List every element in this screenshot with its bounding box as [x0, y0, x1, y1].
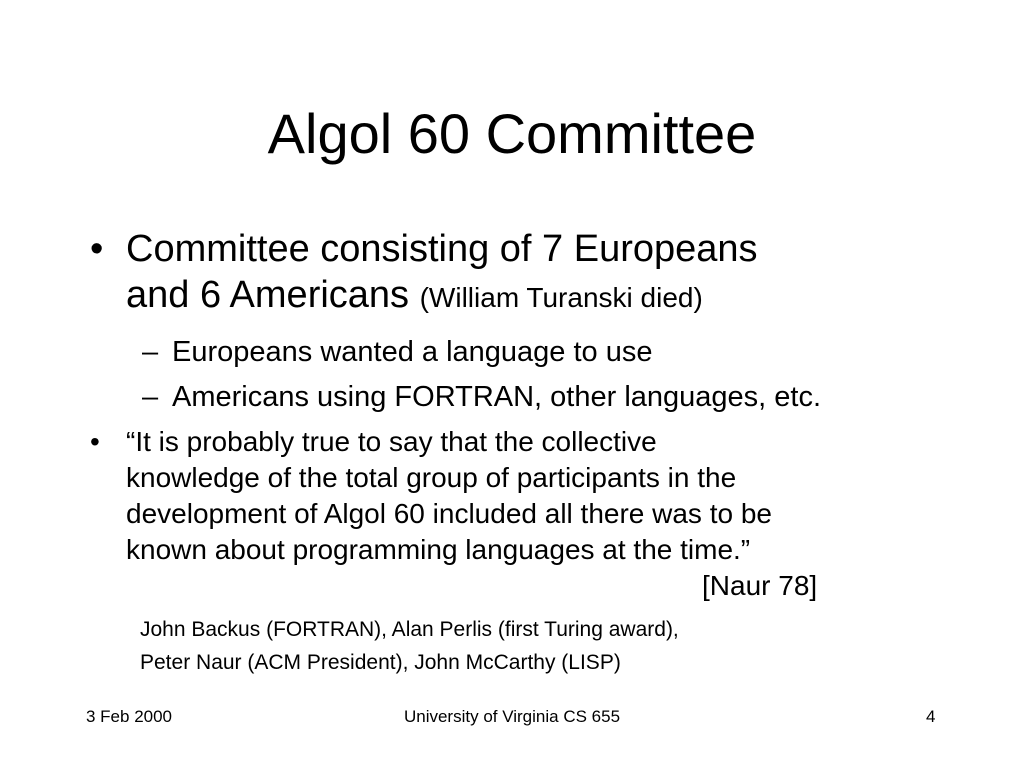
- subbullet-americans-text: Americans using FORTRAN, other languages, etc.: [172, 381, 822, 413]
- dash-icon: –: [142, 336, 159, 368]
- bullet-committee-line2: and 6 Americans: [126, 274, 420, 316]
- note-line: John Backus (FORTRAN), Alan Perlis (first Turing award),: [140, 618, 679, 641]
- note-line: Peter Naur (ACM President), John McCarthy (LISP): [140, 651, 621, 674]
- bullet-committee-line1: Committee consisting of 7 Europeans: [126, 228, 758, 270]
- subbullet-europeans-text: Europeans wanted a language to use: [172, 336, 653, 368]
- quote-line: development of Algol 60 included all there was to be: [126, 498, 772, 529]
- quote-line: “It is probably true to say that the collective: [126, 426, 657, 457]
- slide-title: Algol 60 Committee: [267, 102, 757, 165]
- quote-citation: [Naur 78]: [702, 570, 818, 601]
- footer-course: University of Virginia CS 655: [403, 707, 621, 726]
- bullet-committee-text: [126, 226, 946, 321]
- bullet-dot-icon: •: [90, 426, 100, 457]
- footer-date: 3 Feb 2000: [86, 707, 173, 726]
- bullet-dot-icon: •: [90, 228, 104, 270]
- quote-line: known about programming languages at the time.”: [126, 534, 751, 565]
- footer-page-number: 4: [926, 707, 936, 726]
- dash-icon: –: [142, 381, 159, 413]
- quote-line: knowledge of the total group of participants in the: [126, 462, 737, 493]
- bullet-committee-aside: (William Turanski died): [419, 282, 703, 313]
